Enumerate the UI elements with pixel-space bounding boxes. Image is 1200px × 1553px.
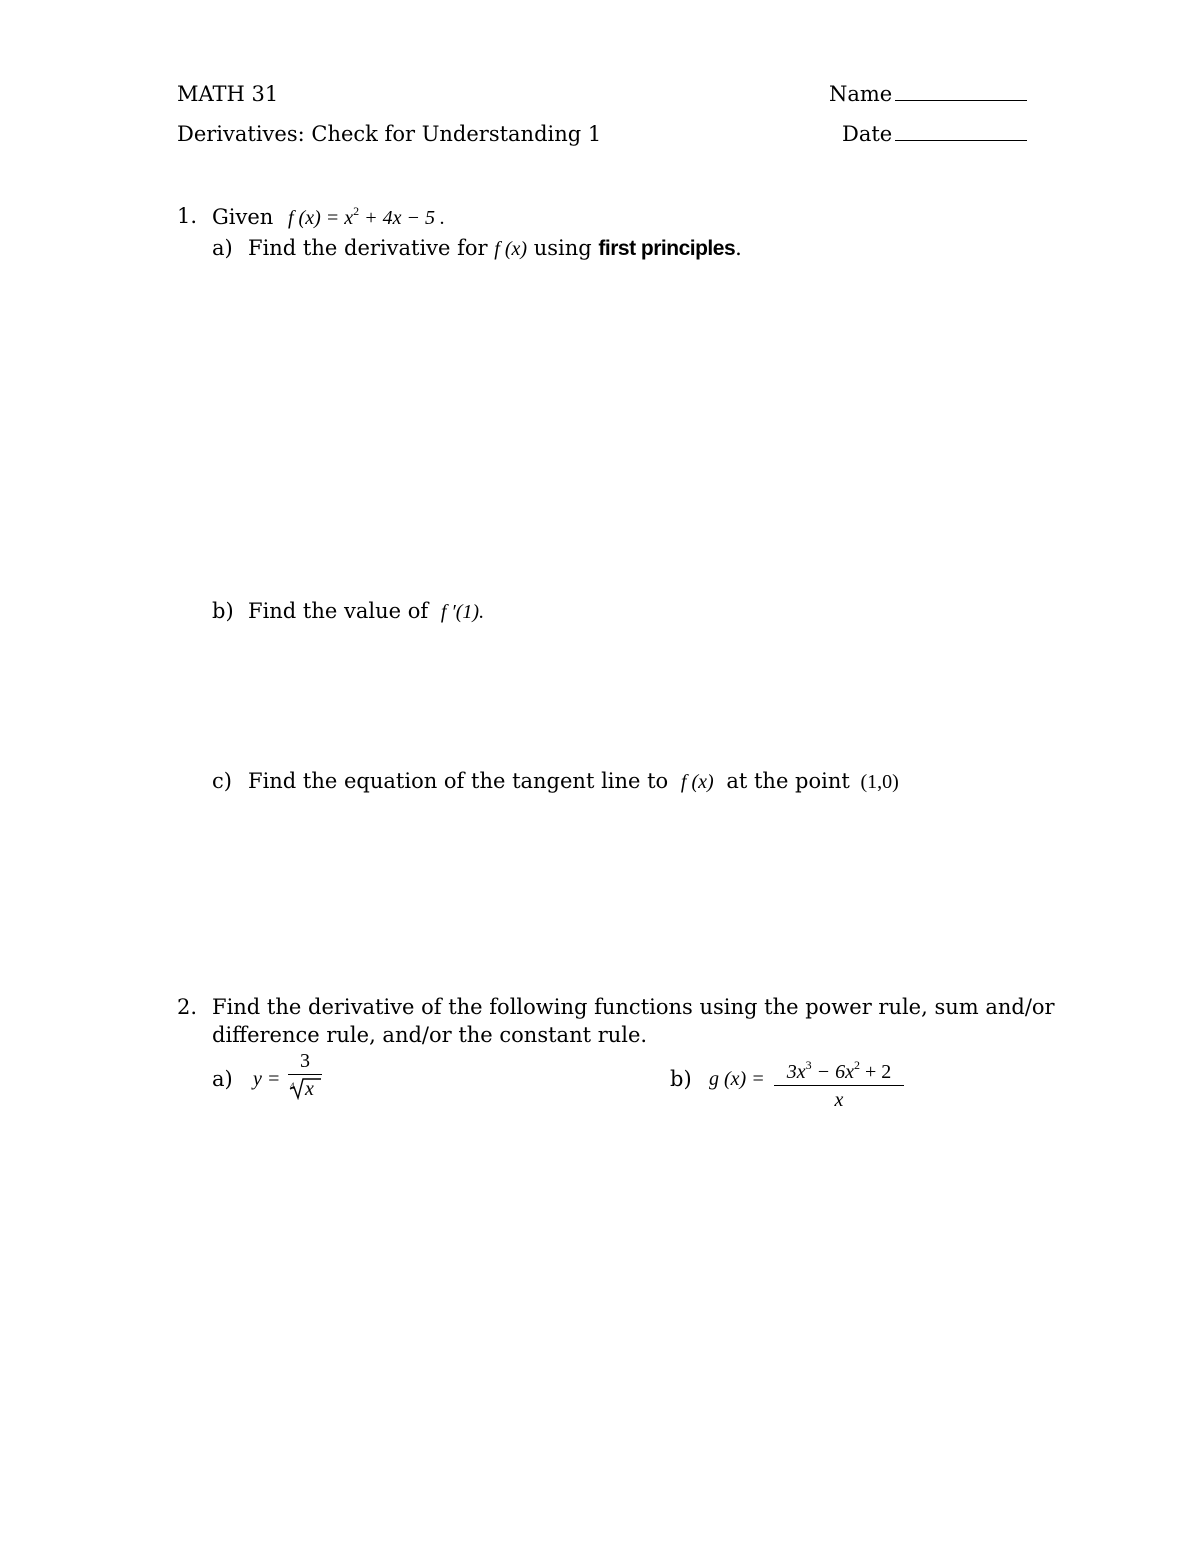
name-field[interactable] bbox=[829, 82, 1027, 106]
q1c-marker: c) bbox=[212, 769, 232, 793]
date-label: Date bbox=[842, 122, 893, 146]
q1a-text-before: Find the derivative for bbox=[248, 236, 488, 260]
q2-number: 2. bbox=[177, 995, 198, 1019]
q1b-marker: b) bbox=[212, 599, 234, 623]
q2b-lhs: g (x) = bbox=[709, 1068, 765, 1090]
q1-number: 1. bbox=[177, 204, 198, 228]
q1c-text bbox=[248, 769, 899, 794]
q2b-numerator bbox=[774, 1054, 904, 1083]
page-title: Derivatives: Check for Understanding 1 bbox=[177, 122, 602, 146]
q1-func-rhs: + 4x − 5 . bbox=[359, 207, 446, 229]
q2a-denominator bbox=[288, 1078, 322, 1100]
q1a-fx: f (x) bbox=[494, 238, 528, 260]
q1a-marker: a) bbox=[212, 236, 233, 260]
q1a-text-mid: using bbox=[533, 236, 592, 260]
q2b-marker: b) bbox=[670, 1067, 692, 1091]
q2a-marker: a) bbox=[212, 1067, 233, 1091]
q1c-point: (1,0) bbox=[860, 771, 899, 793]
q2a-radicand: x bbox=[305, 1078, 314, 1100]
q2a-fraction bbox=[288, 1050, 322, 1100]
name-blank-line[interactable] bbox=[895, 99, 1027, 101]
q1c-text-mid: at the point bbox=[726, 769, 850, 793]
q2b-num-term1: 3x bbox=[786, 1061, 806, 1083]
q1b-expr: f ′(1). bbox=[440, 601, 485, 623]
q2a-lhs: y = bbox=[253, 1068, 281, 1090]
q1a-text bbox=[248, 236, 742, 261]
course-code: MATH 31 bbox=[177, 82, 279, 106]
q1c-text-before: Find the equation of the tangent line to bbox=[248, 769, 669, 793]
name-label: Name bbox=[829, 82, 893, 106]
q2-line2: difference rule, and/or the constant rule. bbox=[212, 1023, 648, 1047]
q2a-root-index: 4 bbox=[290, 1081, 295, 1091]
q1b-text bbox=[248, 599, 484, 624]
q2b-denominator: x bbox=[834, 1089, 844, 1111]
q1-func-lhs: f (x) = x bbox=[288, 207, 354, 229]
q2b-num-term2: − 6x bbox=[811, 1061, 854, 1083]
date-field[interactable] bbox=[842, 122, 1027, 146]
q2b-num-term3: + 2 bbox=[859, 1061, 892, 1083]
q1-given-label: Given bbox=[212, 205, 274, 229]
q2a-numerator: 3 bbox=[300, 1050, 310, 1072]
fraction-bar bbox=[774, 1085, 904, 1086]
q2-line1: Find the derivative of the following functions using the power rule, sum and/or bbox=[212, 995, 1055, 1019]
q2b-num-exp2: 2 bbox=[853, 1058, 860, 1072]
q2b-fraction bbox=[774, 1054, 904, 1111]
q1-func-exponent: 2 bbox=[353, 204, 360, 218]
q2b-num-exp1: 3 bbox=[805, 1058, 812, 1072]
q1b-text-label: Find the value of bbox=[248, 599, 429, 623]
q1a-end: . bbox=[735, 236, 742, 260]
q1c-fx: f (x) bbox=[680, 771, 714, 793]
q1a-first-principles: first principles bbox=[598, 237, 736, 260]
date-blank-line[interactable] bbox=[895, 139, 1027, 141]
q1-given bbox=[212, 204, 445, 230]
